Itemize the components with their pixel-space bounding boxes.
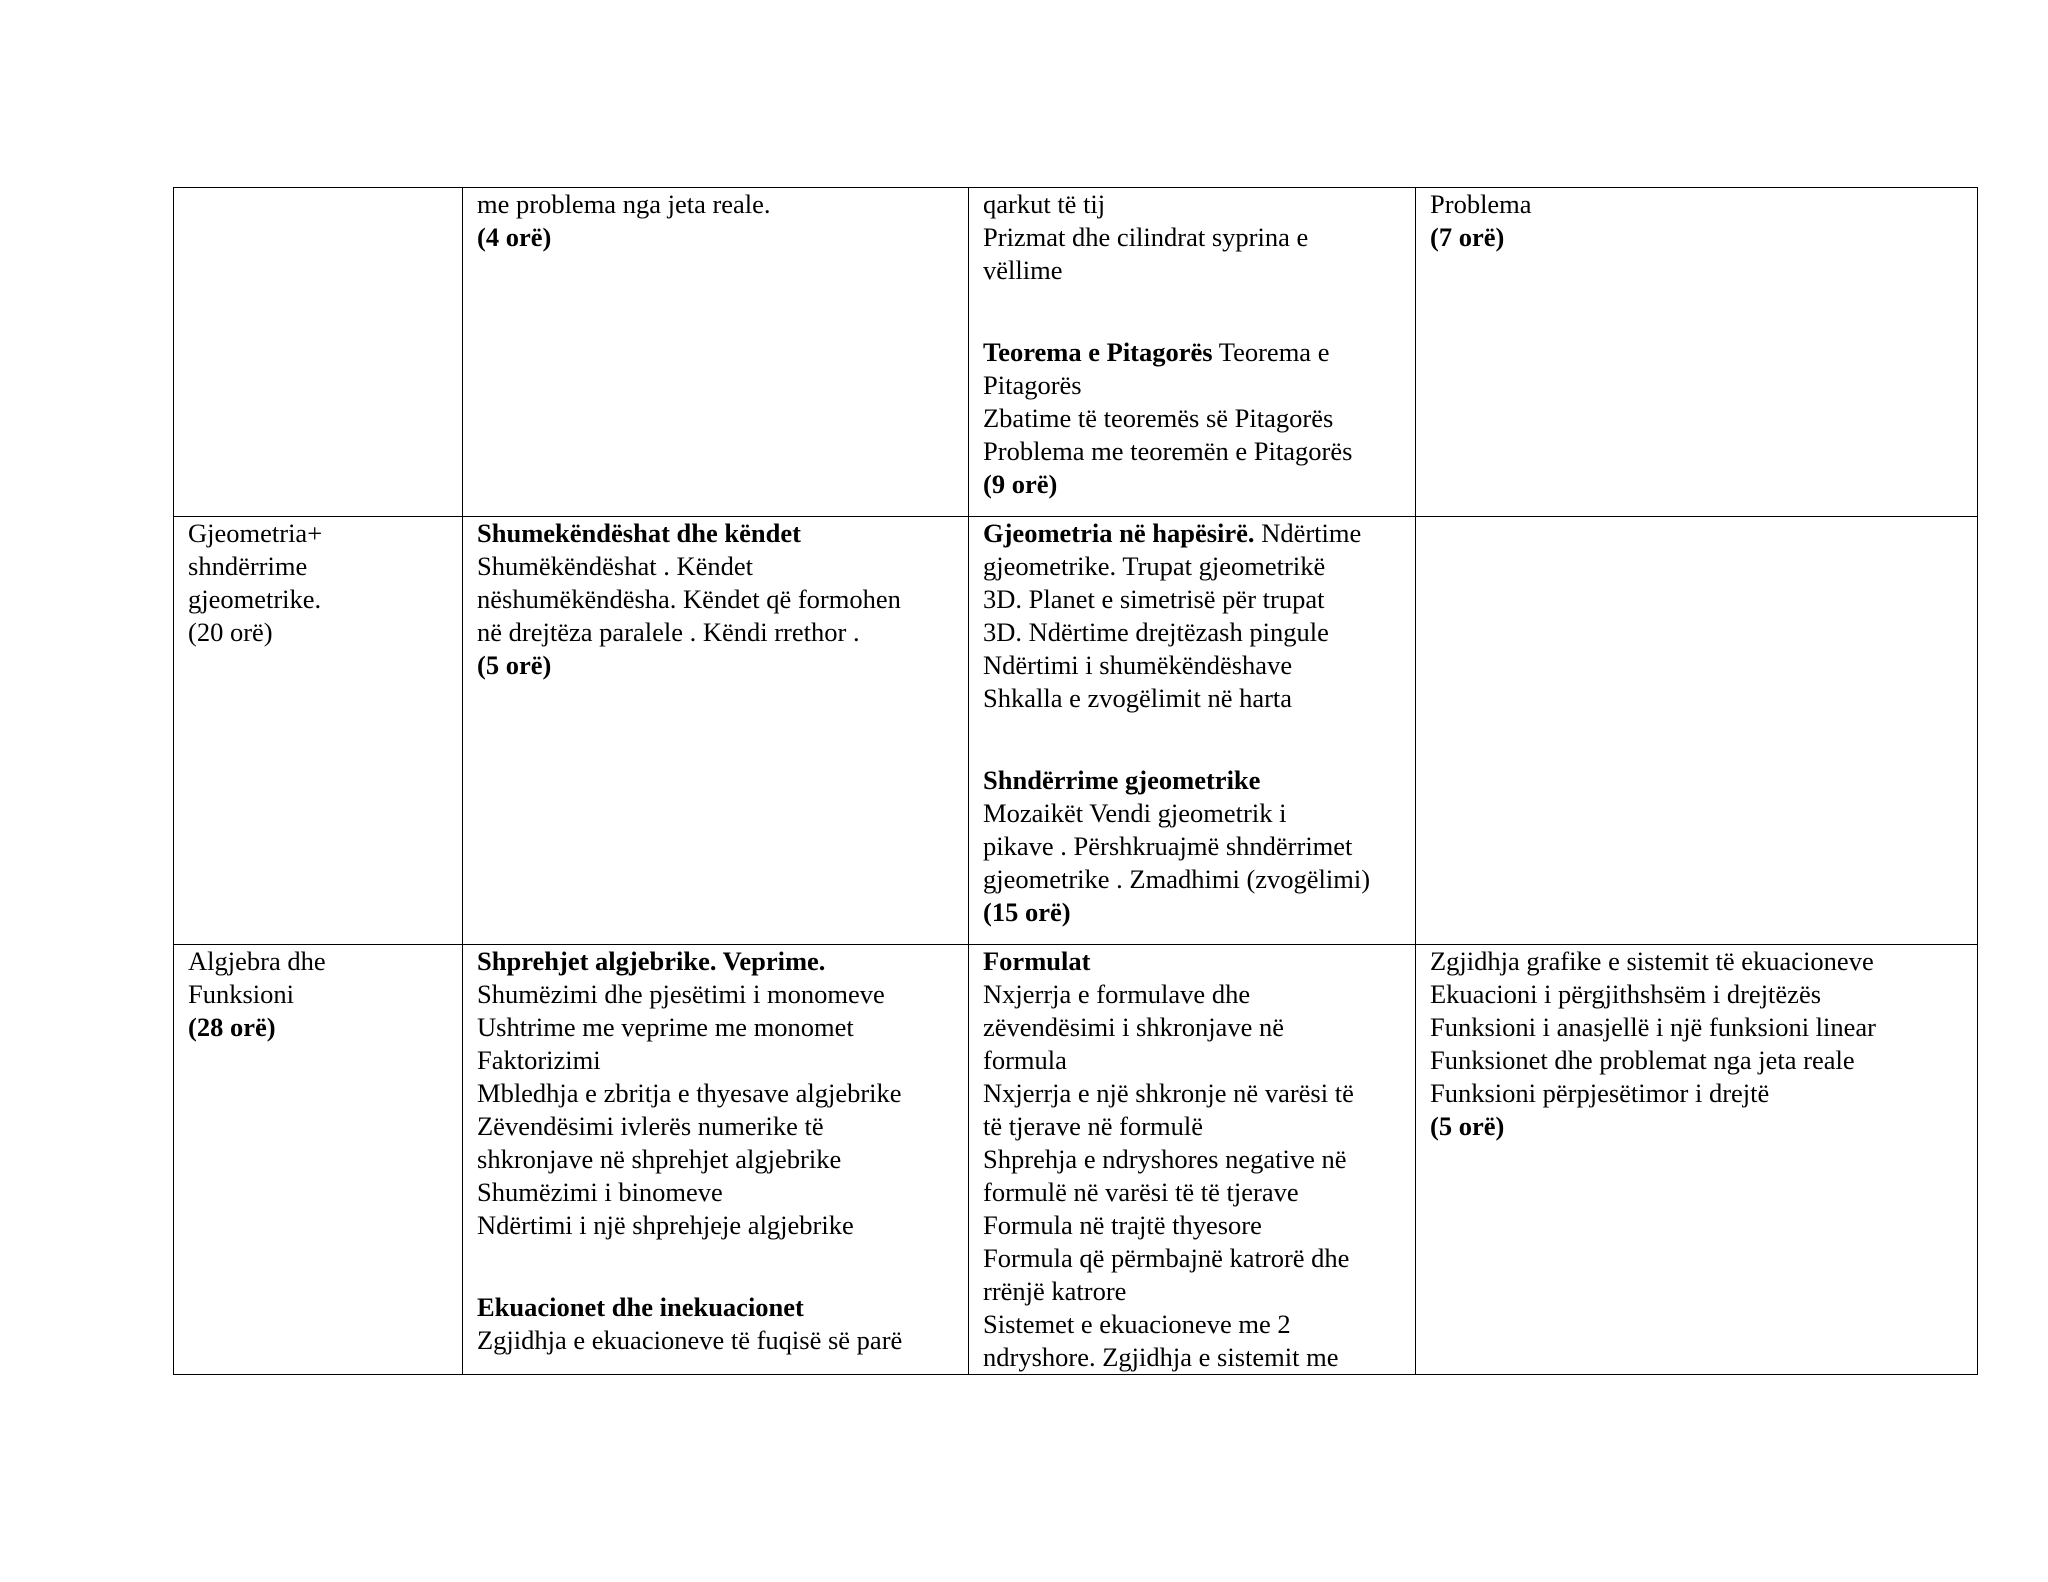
body-text: Teorema e: [1212, 337, 1330, 367]
spacer: [983, 287, 1403, 336]
cell-heading-line: (28 orë): [188, 1012, 276, 1042]
cell-line: shndërrime: [188, 551, 308, 581]
cell-line: formula: [983, 1045, 1067, 1075]
cell-heading-line: (4 orë): [477, 222, 552, 252]
cell-line: nëshumëkëndësha. Këndet që formohen: [477, 584, 901, 614]
cell-line: Pitagorës: [983, 370, 1082, 400]
cell-line: Mozaikët Vendi gjeometrik i: [983, 798, 1287, 828]
cell-heading-line: Shprehjet algjebrike. Veprime.: [477, 946, 826, 976]
cell-line: me problema nga jeta reale.: [477, 189, 771, 219]
cell-line: shkronjave në shprehjet algjebrike: [477, 1144, 842, 1174]
cell-line: Shprehja e ndryshores negative në: [983, 1144, 1347, 1174]
cell-line: Ndërtimi i një shprehjeje algjebrike: [477, 1210, 854, 1240]
body-text: Ndërtime: [1254, 518, 1362, 548]
cell-line: pikave . Përshkruajmë shndërrimet: [983, 831, 1353, 861]
spacer: [477, 1242, 956, 1291]
cell: [463, 517, 969, 945]
cell-line: [983, 517, 1403, 550]
cell: [463, 188, 969, 517]
cell-line: Zgjidhja e ekuacioneve të fuqisë së parë: [477, 1325, 903, 1355]
cell-line: Funksioni i anasjellë i një funksioni linear: [1430, 1012, 1877, 1042]
cell-line: 3D. Ndërtime drejtëzash pingule: [983, 617, 1329, 647]
cell-heading-line: (15 orë): [983, 897, 1071, 927]
heading-text: Teorema e Pitagorës: [983, 337, 1213, 367]
cell: [1416, 188, 1978, 517]
cell-line: Nxjerrja e formulave dhe: [983, 979, 1251, 1009]
cell: [174, 517, 463, 945]
cell-line: 3D. Planet e simetrisë për trupat: [983, 584, 1325, 614]
cell-line: Ushtrime me veprime me monomet: [477, 1012, 854, 1042]
cell-line: Shkalla e zvogëlimit në harta: [983, 683, 1293, 713]
cell: [174, 945, 463, 1375]
cell-line: Gjeometria+: [188, 518, 323, 548]
cell-line: gjeometrike. Trupat gjeometrikë: [983, 551, 1326, 581]
cell-line: Prizmat dhe cilindrat syprina e: [983, 222, 1309, 252]
cell-heading-line: Shumekëndëshat dhe këndet: [477, 518, 801, 548]
cell-line: Zbatime të teoremës së Pitagorës: [983, 403, 1334, 433]
cell: [1416, 945, 1978, 1375]
cell-line: Nxjerrja e një shkronje në varësi të: [983, 1078, 1354, 1108]
heading-text: Gjeometria në hapësirë.: [983, 518, 1255, 548]
cell: [969, 945, 1416, 1375]
cell-heading-line: (5 orë): [1430, 1111, 1505, 1141]
cell-line: zëvendësimi i shkronjave në: [983, 1012, 1284, 1042]
cell-line: rrënjë katrore: [983, 1276, 1127, 1306]
cell-line: Formula në trajtë thyesore: [983, 1210, 1262, 1240]
table-row: [174, 945, 1978, 1375]
cell-heading-line: Shndërrime gjeometrike: [983, 765, 1261, 795]
cell-line: (20 orë): [188, 617, 273, 647]
cell-line: Ekuacioni i përgjithshsëm i drejtëzës: [1430, 979, 1822, 1009]
cell-line: gjeometrike . Zmadhimi (zvogëlimi): [983, 864, 1371, 894]
cell-line: Funksioni: [188, 979, 295, 1009]
spacer: [983, 715, 1403, 764]
cell: [174, 188, 463, 517]
cell-line: formulë në varësi të të tjerave: [983, 1177, 1299, 1207]
curriculum-table: [173, 187, 1978, 1375]
cell-heading-line: (7 orë): [1430, 222, 1505, 252]
table-row: [174, 188, 1978, 517]
cell-line: në drejtëza paralele . Këndi rrethor .: [477, 617, 860, 647]
cell-line: të tjerave në formulë: [983, 1111, 1203, 1141]
cell-line: gjeometrike.: [188, 584, 322, 614]
cell-line: Shumëkëndëshat . Këndet: [477, 551, 753, 581]
cell-line: vëllime: [983, 255, 1063, 285]
cell-line: Mbledhja e zbritja e thyesave algjebrike: [477, 1078, 902, 1108]
cell-line: Problema me teoremën e Pitagorës: [983, 436, 1353, 466]
cell: [969, 517, 1416, 945]
cell-heading-line: Formulat: [983, 946, 1091, 976]
table-row: [174, 517, 1978, 945]
cell-line: Algjebra dhe: [188, 946, 326, 976]
cell: [969, 188, 1416, 517]
cell-line: Sistemet e ekuacioneve me 2: [983, 1309, 1291, 1339]
cell: [463, 945, 969, 1375]
cell-heading-line: (5 orë): [477, 650, 552, 680]
cell-line: Ndërtimi i shumëkëndëshave: [983, 650, 1293, 680]
cell-line: Funksionet dhe problemat nga jeta reale: [1430, 1045, 1855, 1075]
cell-heading-line: (9 orë): [983, 469, 1058, 499]
cell-line: Zgjidhja grafike e sistemit të ekuacioneve: [1430, 946, 1874, 976]
cell-line: qarkut të tij: [983, 189, 1106, 219]
cell-line: Shumëzimi dhe pjesëtimi i monomeve: [477, 979, 885, 1009]
cell-line: Zëvendësimi ivlerës numerike të: [477, 1111, 824, 1141]
cell-heading-line: Ekuacionet dhe inekuacionet: [477, 1292, 804, 1322]
cell-line: Formula që përmbajnë katrorë dhe: [983, 1243, 1350, 1273]
cell-line: Shumëzimi i binomeve: [477, 1177, 723, 1207]
cell-line: [983, 336, 1403, 369]
cell-line: Funksioni përpjesëtimor i drejtë: [1430, 1078, 1770, 1108]
cell-line: ndryshore. Zgjidhja e sistemit me: [983, 1342, 1339, 1372]
cell-line: Faktorizimi: [477, 1045, 601, 1075]
cell: [1416, 517, 1978, 945]
cell-line: Problema: [1430, 189, 1532, 219]
